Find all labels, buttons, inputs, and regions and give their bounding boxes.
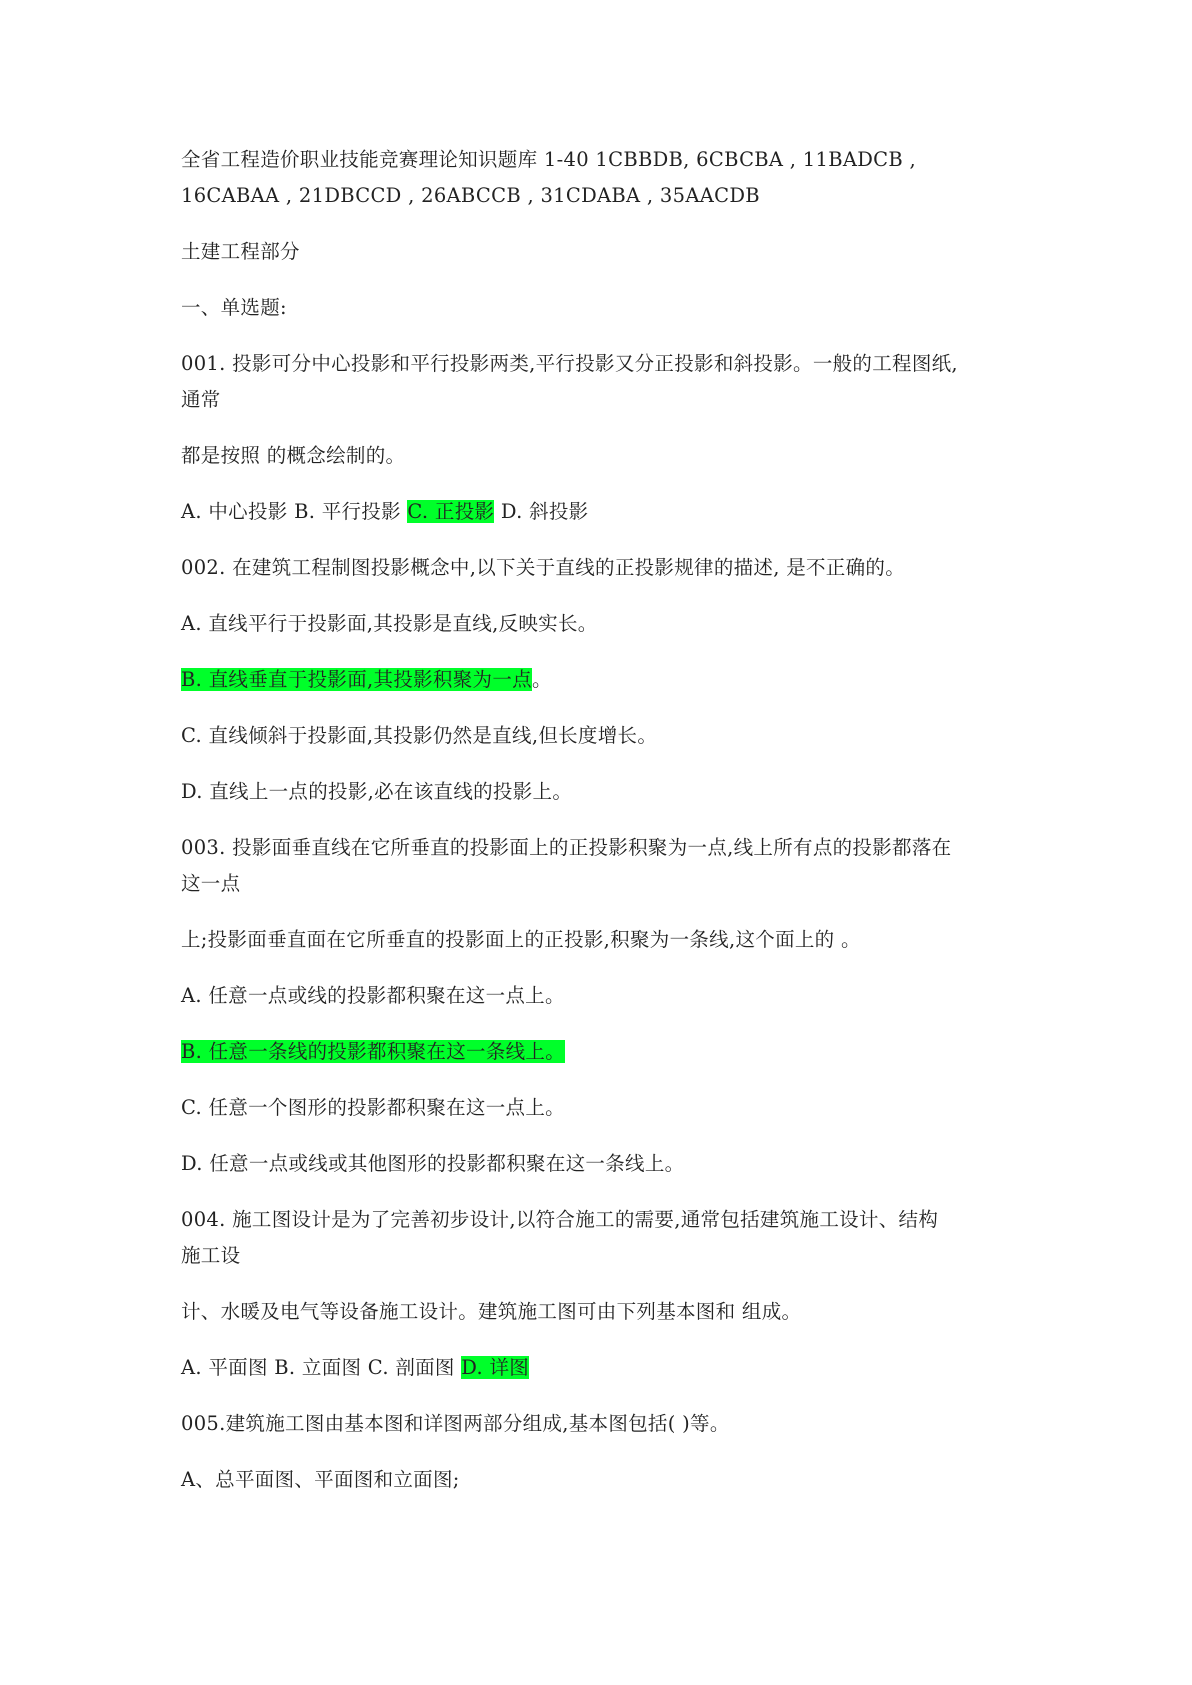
question-003-option-b — [181, 1039, 565, 1065]
question-004-options — [181, 1355, 529, 1381]
document-title-line-2: 16CABAA , 21DBCCD , 26ABCCB , 31CDABA , 35AACDB — [181, 184, 760, 207]
question-003-line-1: 003. 投影面垂直线在它所垂直的投影面上的正投影积聚为一点,线上所有点的投影都落在 — [181, 836, 952, 859]
question-004-line-3: 计、水暖及电气等设备施工设计。建筑施工图可由下列基本图和 组成。 — [181, 1300, 802, 1323]
question-002: 002. 在建筑工程制图投影概念中,以下关于直线的正投影规律的描述, 是不正确的。 — [181, 556, 906, 579]
question-003-line-3: 上;投影面垂直面在它所垂直的投影面上的正投影,积聚为一条线,这个面上的 。 — [181, 928, 861, 951]
option-text: D. 斜投影 — [494, 500, 589, 523]
question-001-line-2: 通常 — [181, 388, 221, 411]
question-003-option-a: A. 任意一点或线的投影都积聚在这一点上。 — [181, 984, 565, 1007]
question-001-line-3: 都是按照 的概念绘制的。 — [181, 444, 406, 467]
answer-highlight: C. 正投影 — [407, 500, 495, 523]
question-002-option-c: C. 直线倾斜于投影面,其投影仍然是直线,但长度增长。 — [181, 724, 658, 747]
question-001-options — [181, 499, 588, 525]
question-003-option-c: C. 任意一个图形的投影都积聚在这一点上。 — [181, 1096, 565, 1119]
question-002-option-a: A. 直线平行于投影面,其投影是直线,反映实长。 — [181, 612, 598, 635]
document-title-line-1: 全省工程造价职业技能竞赛理论知识题库 1-40 1CBBDB, 6CBCBA , 11BADCB , — [181, 148, 917, 171]
question-001-line-1: 001. 投影可分中心投影和平行投影两类,平行投影又分正投影和斜投影。一般的工程图纸, — [181, 352, 958, 375]
option-text: A. 平面图 B. 立面图 C. 剖面图 — [181, 1356, 462, 1379]
question-002-option-d: D. 直线上一点的投影,必在该直线的投影上。 — [181, 780, 573, 803]
section-heading: 土建工程部分 — [181, 240, 300, 263]
option-text: A. 中心投影 B. 平行投影 — [181, 500, 408, 523]
question-002-option-b — [181, 667, 552, 693]
question-005: 005.建筑施工图由基本图和详图两部分组成,基本图包括( )等。 — [181, 1412, 730, 1435]
question-003-line-2: 这一点 — [181, 872, 241, 895]
answer-highlight: B. 直线垂直于投影面,其投影积聚为一点 — [181, 668, 532, 691]
answer-highlight: D. 详图 — [461, 1356, 530, 1379]
option-text: 。 — [531, 668, 552, 691]
subsection-heading: 一、单选题: — [181, 296, 287, 319]
question-003-option-d: D. 任意一点或线或其他图形的投影都积聚在这一条线上。 — [181, 1152, 685, 1175]
question-004-line-1: 004. 施工图设计是为了完善初步设计,以符合施工的需要,通常包括建筑施工设计、结构 — [181, 1208, 939, 1231]
question-004-line-2: 施工设 — [181, 1244, 241, 1267]
question-005-option-a: A、总平面图、平面图和立面图; — [181, 1468, 460, 1491]
answer-highlight: B. 任意一条线的投影都积聚在这一条线上。 — [181, 1040, 566, 1063]
